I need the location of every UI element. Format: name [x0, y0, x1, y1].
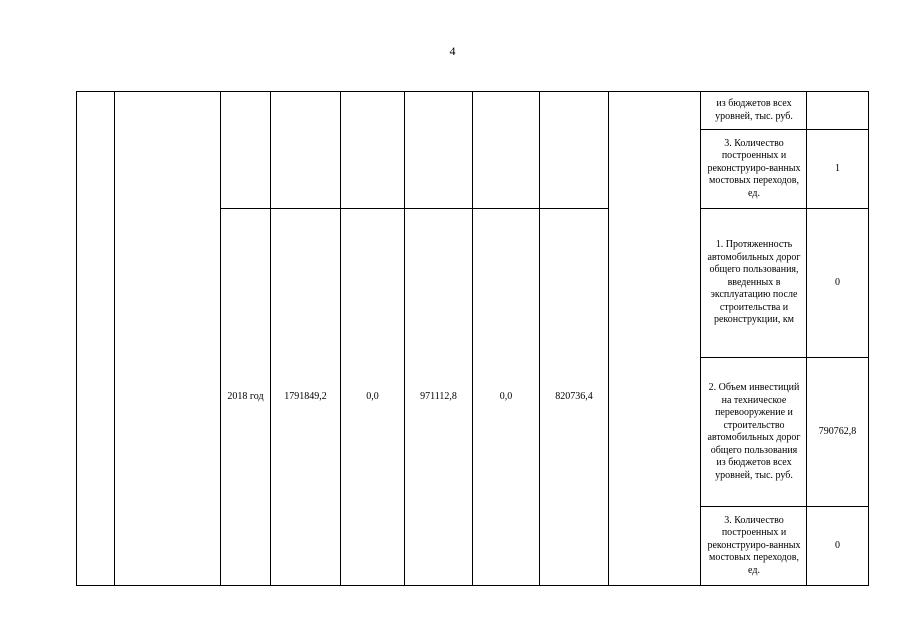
prev-year-cell: [221, 92, 271, 209]
executor-cell: [609, 92, 701, 586]
indicator-label: 2. Объем инвестиций на техническое перевооружение и строительство автомобильных дорог общего пользования из бюджетов всех уровней, тыс. руб.: [701, 358, 807, 507]
indicator-value: 1: [807, 130, 869, 209]
col-b-cell: 971112,8: [405, 209, 473, 586]
indicator-label: 3. Количество построенных и реконструиро-ванных мостовых переходов, ед.: [701, 130, 807, 209]
col-d-cell: 820736,4: [540, 209, 609, 586]
indicator-label: 1. Протяженность автомобильных дорог общего пользования, введенных в эксплуатацию после строительства и реконструкции, км: [701, 209, 807, 358]
number-cell: [77, 92, 115, 586]
activity-name-cell: [115, 92, 221, 586]
indicator-label: из бюджетов всех уровней, тыс. руб.: [701, 92, 807, 130]
indicator-value: 0: [807, 209, 869, 358]
col-c-cell: 0,0: [473, 209, 540, 586]
prev-col-b-cell: [405, 92, 473, 209]
prev-total-cell: [271, 92, 341, 209]
year-cell: 2018 год: [221, 209, 271, 586]
indicator-value: [807, 92, 869, 130]
program-table: [76, 91, 869, 586]
page-number: 4: [449, 44, 456, 58]
indicator-value: 0: [807, 507, 869, 586]
prev-col-c-cell: [473, 92, 540, 209]
prev-col-d-cell: [540, 92, 609, 209]
total-cell: 1791849,2: [271, 209, 341, 586]
prev-col-a-cell: [341, 92, 405, 209]
indicator-label: 3. Количество построенных и реконструиро-ванных мостовых переходов, ед.: [701, 507, 807, 586]
table-row: [77, 92, 869, 130]
col-a-cell: 0,0: [341, 209, 405, 586]
indicator-value: 790762,8: [807, 358, 869, 507]
